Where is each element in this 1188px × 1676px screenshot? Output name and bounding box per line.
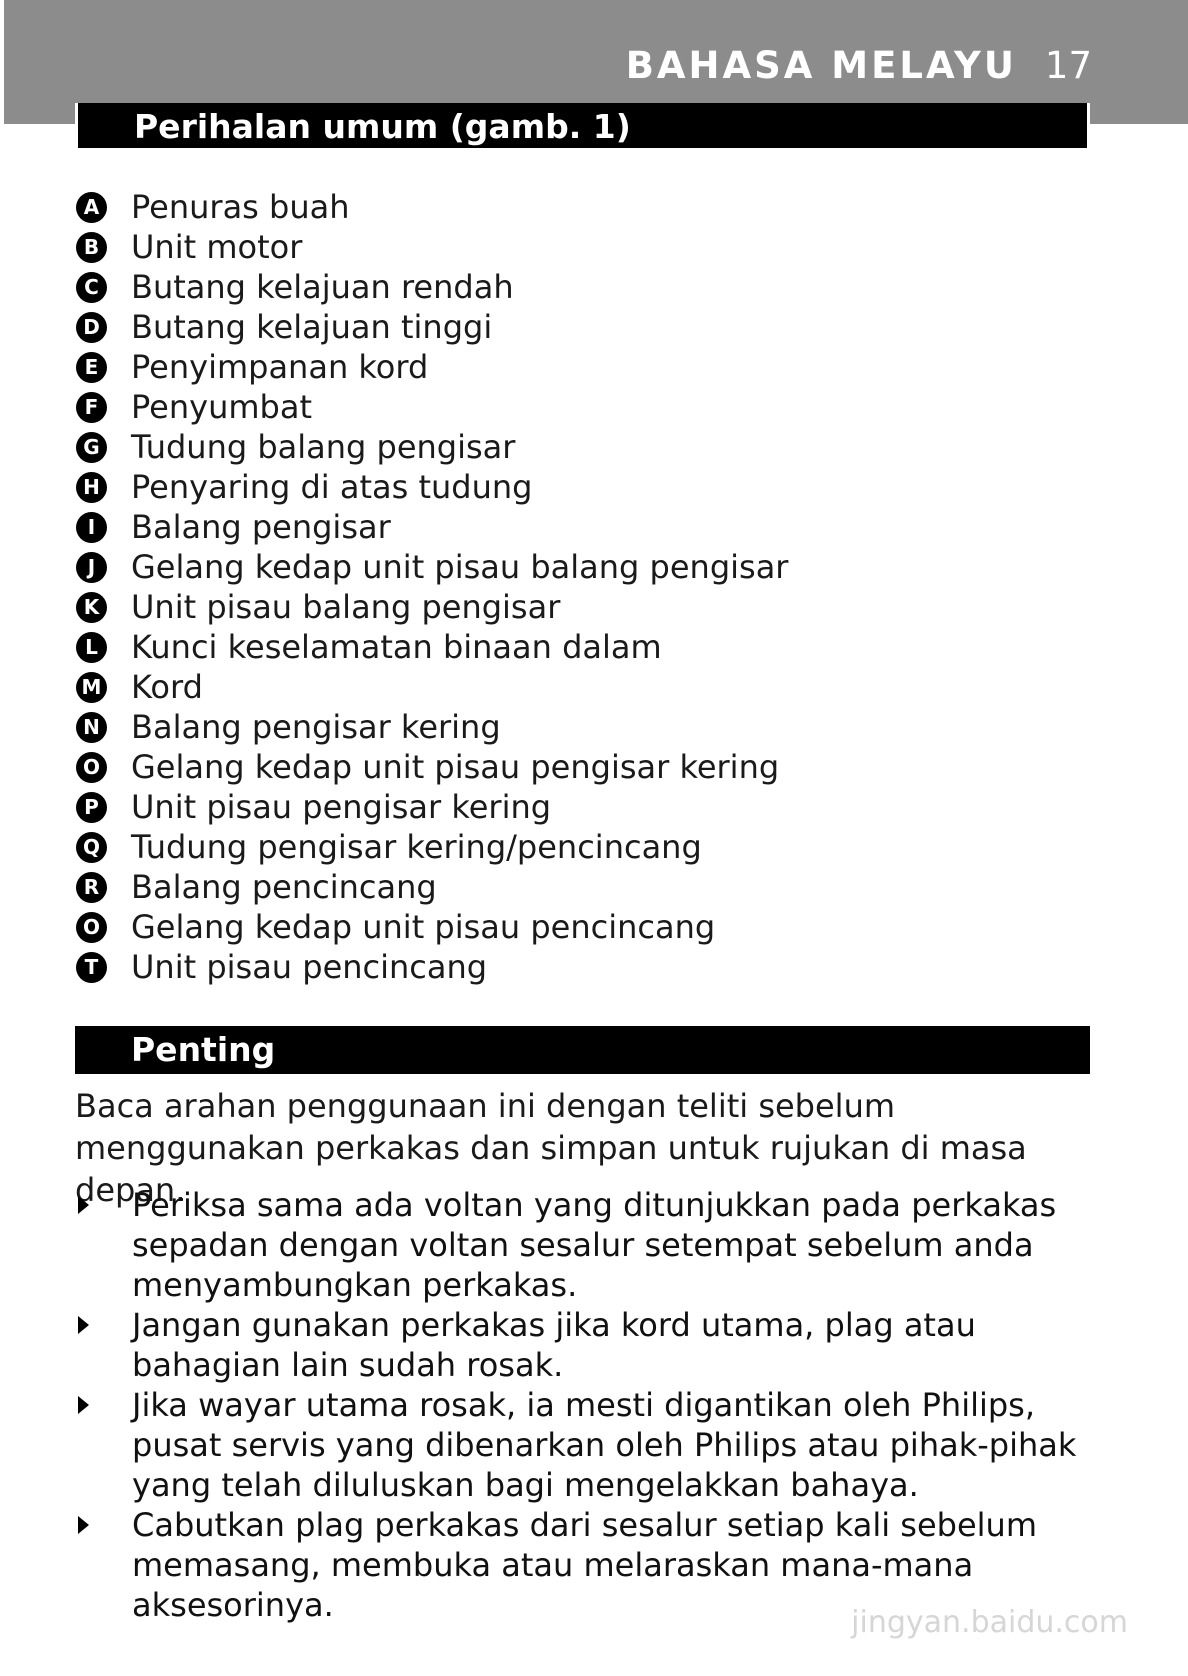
part-name: Kunci keselamatan binaan dalam: [131, 628, 662, 666]
language-label: BAHASA MELAYU: [625, 44, 1017, 87]
part-name: Kord: [131, 668, 203, 706]
bullet-triangle-icon: [78, 1196, 89, 1214]
letter-badge: L: [76, 632, 107, 663]
letter-badge: D: [76, 312, 107, 343]
letter-badge: R: [76, 872, 107, 903]
letter-badge: I: [76, 512, 107, 543]
list-item: [76, 547, 788, 587]
letter-badge: E: [76, 352, 107, 383]
part-name: Tudung pengisar kering/pencincang: [131, 828, 702, 866]
list-item: [76, 587, 788, 627]
part-name: Penuras buah: [131, 188, 350, 226]
bullet-triangle-icon: [78, 1316, 89, 1334]
part-name: Penyaring di atas tudung: [131, 468, 533, 506]
page-number: 17: [1044, 44, 1092, 87]
intro-paragraph: Baca arahan penggunaan ini dengan teliti sebelum menggunakan perkakas dan simpan untuk rujukan di masa depan.: [75, 1087, 1027, 1209]
letter-badge: G: [76, 432, 107, 463]
letter-badge: K: [76, 592, 107, 623]
letter-badge: O: [76, 752, 107, 783]
part-name: Penyumbat: [131, 388, 312, 426]
list-item: [76, 947, 788, 987]
list-item: [76, 427, 788, 467]
list-item: [76, 1385, 1096, 1505]
list-item: [76, 347, 788, 387]
parts-list: [76, 187, 788, 987]
part-name: Unit pisau balang pengisar: [131, 588, 561, 626]
list-item: [76, 787, 788, 827]
part-name: Unit motor: [131, 228, 303, 266]
letter-badge: N: [76, 712, 107, 743]
letter-badge: Q: [76, 832, 107, 863]
part-name: Balang pengisar: [131, 508, 391, 546]
bullet-text: Jika wayar utama rosak, ia mesti digantikan oleh Philips, pusat servis yang dibenarkan oleh Philips atau pihak-pihak yang telah diluluskan bagi mengelakkan bahaya.: [132, 1386, 1077, 1504]
letter-badge: M: [76, 672, 107, 703]
bullet-triangle-icon: [78, 1516, 89, 1534]
bullet-text: Jangan gunakan perkakas jika kord utama, plag atau bahagian lain sudah rosak.: [132, 1306, 976, 1384]
letter-badge: T: [76, 952, 107, 983]
part-name: Unit pisau pengisar kering: [131, 788, 552, 826]
list-item: [76, 267, 788, 307]
part-name: Butang kelajuan rendah: [131, 268, 514, 306]
list-item: [76, 907, 788, 947]
bullet-triangle-icon: [78, 1396, 89, 1414]
list-item: [76, 627, 788, 667]
list-item: [76, 827, 788, 867]
safety-list: [76, 1185, 1096, 1625]
section-heading-general: Perihalan umum (gamb. 1): [75, 103, 1090, 151]
section-heading-important: Penting: [75, 1026, 1090, 1074]
list-item: [76, 227, 788, 267]
list-item: [76, 867, 788, 907]
part-name: Tudung balang pengisar: [131, 428, 516, 466]
list-item: [76, 387, 788, 427]
part-name: Gelang kedap unit pisau pencincang: [131, 908, 716, 946]
part-name: Penyimpanan kord: [131, 348, 429, 386]
list-item: [76, 707, 788, 747]
part-name: Unit pisau pencincang: [131, 948, 488, 986]
letter-badge: C: [76, 272, 107, 303]
letter-badge: B: [76, 232, 107, 263]
list-item: [76, 187, 788, 227]
letter-badge: A: [76, 192, 107, 223]
list-item: [76, 667, 788, 707]
letter-badge: H: [76, 472, 107, 503]
list-item: [76, 747, 788, 787]
list-item: [76, 307, 788, 347]
list-item: [76, 507, 788, 547]
running-header: [626, 44, 1092, 87]
list-item: [76, 467, 788, 507]
part-name: Balang pencincang: [131, 868, 437, 906]
list-item: [76, 1185, 1096, 1305]
part-name: Gelang kedap unit pisau pengisar kering: [131, 748, 780, 786]
part-name: Butang kelajuan tinggi: [131, 308, 493, 346]
letter-badge: O: [76, 912, 107, 943]
list-item: [76, 1305, 1096, 1385]
letter-badge: P: [76, 792, 107, 823]
watermark: jingyan.baidu.com: [851, 1605, 1128, 1640]
bullet-text: Cabutkan plag perkakas dari sesalur setiap kali sebelum memasang, membuka atau melaraskan mana-mana aksesorinya.: [132, 1506, 1037, 1624]
letter-badge: F: [76, 392, 107, 423]
part-name: Balang pengisar kering: [131, 708, 501, 746]
bullet-text: Periksa sama ada voltan yang ditunjukkan pada perkakas sepadan dengan voltan sesalur setempat sebelum anda menyambungkan perkakas.: [132, 1186, 1057, 1304]
letter-badge: J: [76, 552, 107, 583]
part-name: Gelang kedap unit pisau balang pengisar: [131, 548, 789, 586]
